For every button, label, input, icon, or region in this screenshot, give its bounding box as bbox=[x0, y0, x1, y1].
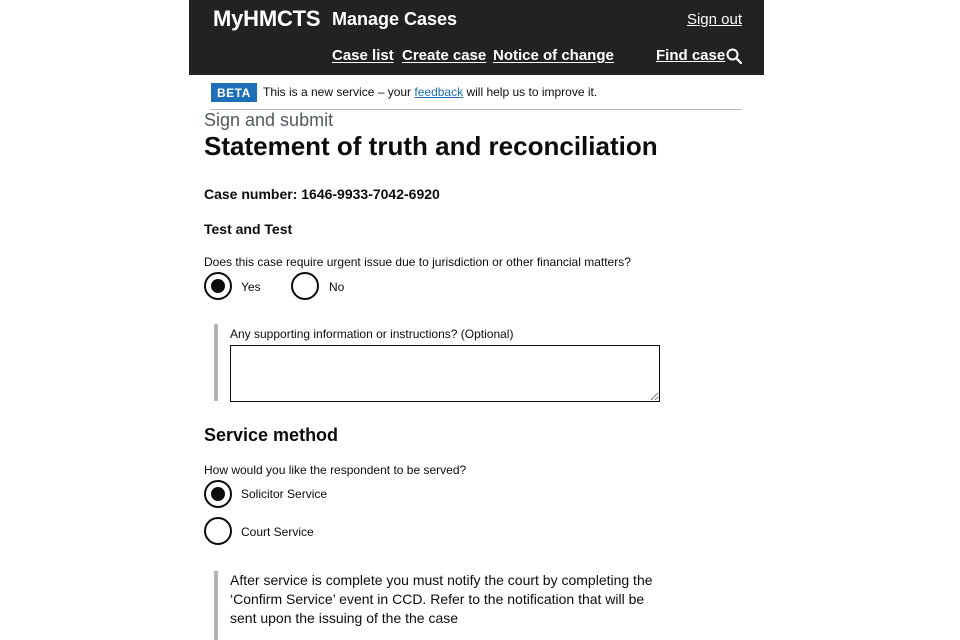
nav-create-case[interactable]: Create case bbox=[402, 47, 487, 64]
search-icon[interactable] bbox=[726, 48, 742, 64]
urgent-yes-label[interactable]: Yes bbox=[241, 280, 261, 294]
page-title: Statement of truth and reconciliation bbox=[204, 131, 658, 161]
beta-text-before: This is a new service – your bbox=[263, 85, 412, 99]
header-bar bbox=[189, 0, 764, 75]
urgent-question: Does this case require urgent issue due to jurisdiction or other financial matters? bbox=[204, 255, 631, 269]
conditional-inset-border bbox=[214, 324, 218, 401]
urgent-yes-radio[interactable] bbox=[204, 272, 232, 300]
notice-inset-border bbox=[214, 571, 218, 640]
page-caption: Sign and submit bbox=[204, 110, 334, 130]
solicitor-service-radio[interactable] bbox=[204, 480, 232, 508]
beta-text-after: will help us to improve it. bbox=[466, 85, 598, 99]
brand-logo[interactable]: MyHMCTS bbox=[213, 6, 321, 31]
court-service-label[interactable]: Court Service bbox=[241, 525, 314, 539]
supporting-info-textarea[interactable] bbox=[230, 345, 660, 402]
sign-out-link[interactable]: Sign out bbox=[686, 11, 742, 28]
feedback-link[interactable]: feedback bbox=[414, 85, 464, 99]
app-container bbox=[189, 0, 764, 640]
supporting-info-label: Any supporting information or instructions? (Optional) bbox=[230, 327, 514, 341]
beta-message bbox=[263, 85, 597, 99]
urgent-no-label[interactable]: No bbox=[329, 280, 345, 294]
court-service-radio[interactable] bbox=[204, 517, 232, 545]
party-names: Test and Test bbox=[204, 221, 293, 237]
urgent-no-radio[interactable] bbox=[291, 272, 319, 300]
find-case-link[interactable]: Find case bbox=[656, 47, 726, 64]
case-number: Case number: 1646-9933-7042-6920 bbox=[204, 186, 440, 202]
nav-case-list[interactable]: Case list bbox=[332, 47, 394, 64]
beta-tag: BETA bbox=[211, 83, 257, 102]
solicitor-service-label[interactable]: Solicitor Service bbox=[241, 487, 328, 501]
service-method-heading: Service method bbox=[204, 425, 339, 445]
service-name: Manage Cases bbox=[332, 9, 458, 29]
service-method-question: How would you like the respondent to be served? bbox=[204, 463, 467, 477]
beta-banner bbox=[211, 82, 741, 110]
nav-notice-of-change[interactable]: Notice of change bbox=[493, 47, 614, 64]
service-notice-text: After service is complete you must notify the court by completing the ‘Confirm Service’ event in CCD. Refer to the notification that will be sent upon the issuing of the the case bbox=[230, 572, 653, 626]
